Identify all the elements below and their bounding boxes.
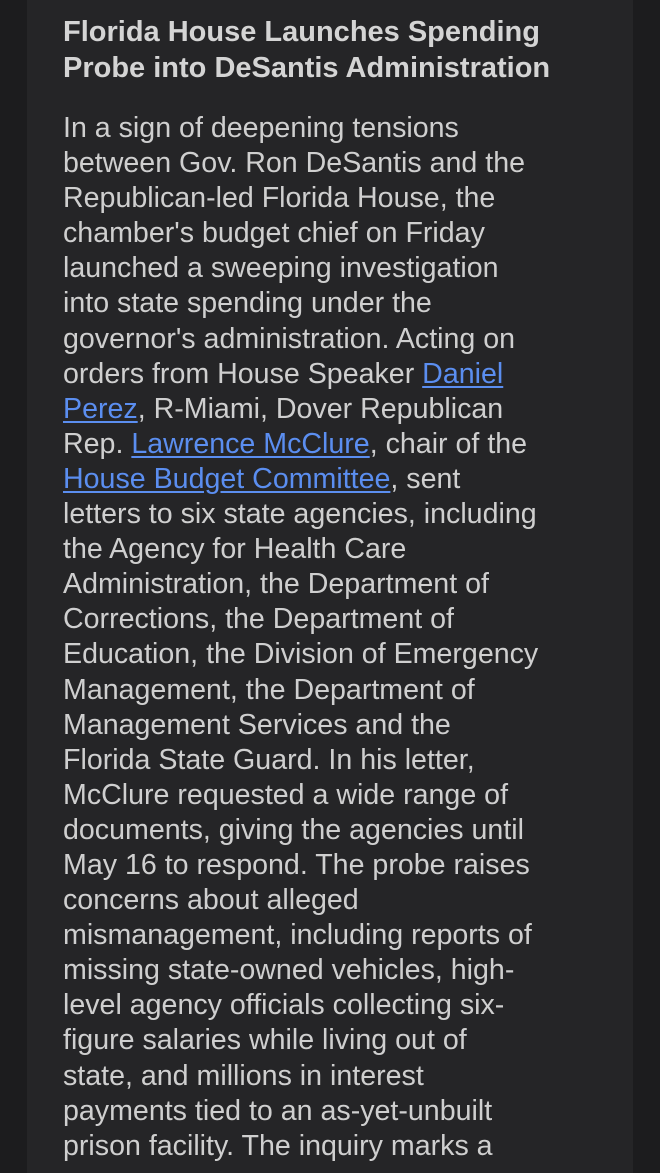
article-headline	[63, 14, 623, 86]
body-line: Florida State Guard. In his letter,	[63, 743, 475, 776]
body-line: Education, the Division of Emergency	[63, 638, 539, 671]
body-text-segment: orders from House Speaker	[63, 357, 423, 390]
body-line: Administration, the Department of	[63, 568, 489, 601]
body-line: Corrections, the Department of	[63, 603, 454, 636]
body-line	[63, 357, 603, 392]
body-line: McClure requested a wide range of	[63, 778, 509, 811]
body-line: In a sign of deepening tensions	[63, 112, 459, 144]
body-line: Republican-led Florida House, the	[63, 182, 496, 215]
body-line: between Gov. Ron DeSantis and the	[63, 147, 526, 180]
headline-line: Probe into DeSantis Administration	[63, 52, 551, 84]
body-line: missing state-owned vehicles, high-	[63, 954, 515, 987]
body-line: payments tied to an as-yet-unbuilt	[63, 1094, 493, 1127]
body-line: level agency officials collecting six-	[63, 989, 505, 1022]
body-line: figure salaries while living out of	[63, 1024, 467, 1057]
body-line: mismanagement, including reports of	[63, 919, 532, 952]
body-line: into state spending under the	[63, 287, 432, 320]
body-text-segment: , R-Miami, Dover Republican	[137, 392, 504, 425]
link-house-budget-committee[interactable]: House Budget Committee	[63, 462, 391, 495]
link-daniel-perez-continued[interactable]: Perez	[63, 392, 138, 425]
body-line: May 16 to respond. The probe raises	[63, 848, 530, 881]
body-text-segment: Rep.	[63, 427, 132, 460]
body-text-segment: , sent	[390, 462, 461, 495]
body-line: prison facility. The inquiry marks a	[63, 1129, 493, 1162]
article-body	[63, 111, 603, 1164]
body-line: concerns about alleged	[63, 884, 359, 917]
body-line: chamber's budget chief on Friday	[63, 217, 485, 250]
body-line: governor's administration. Acting on	[63, 322, 516, 355]
body-line: launched a sweeping investigation	[63, 252, 499, 285]
link-lawrence-mcclure[interactable]: Lawrence McClure	[131, 427, 370, 460]
body-line	[63, 462, 603, 497]
link-daniel-perez[interactable]: Daniel	[422, 357, 504, 390]
body-line: state, and millions in interest	[63, 1059, 424, 1092]
headline-line: Florida House Launches Spending	[63, 16, 540, 48]
body-line: letters to six state agencies, including	[63, 498, 537, 531]
body-line: the Agency for Health Care	[63, 533, 407, 566]
body-line: Management, the Department of	[63, 673, 475, 706]
body-text-segment: , chair of the	[369, 427, 528, 460]
body-line: Management Services and the	[63, 708, 451, 741]
body-line: documents, giving the agencies until	[63, 813, 524, 846]
body-line	[63, 427, 603, 462]
body-line	[63, 392, 603, 427]
